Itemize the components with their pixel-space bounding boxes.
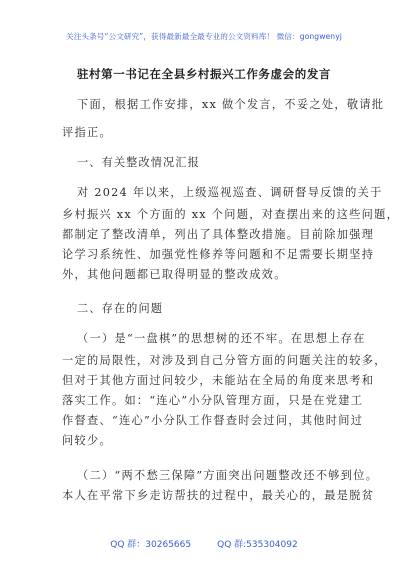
footer-contacts bbox=[0, 537, 408, 550]
paragraph-line: 下面，根据工作安排，xx 做个发言，不妥之处，敬请批 bbox=[77, 98, 385, 111]
paragraph-line: 乡村振兴 xx 个方面的 xx 个问题，对查摆出来的这些问题， bbox=[62, 208, 400, 221]
footer-qq-group-2: QQ 群:535304092 bbox=[217, 540, 298, 550]
paragraph-line: 作督查、“连心”小分队工作督查时会过问，其他时间过 bbox=[62, 414, 364, 427]
paragraph-line: （二）“两不愁三保障”方面突出问题整改还不够到位。 bbox=[77, 469, 379, 482]
header-notice: 关注头条号“公文研究”，获得最新最全最专业的公文资料库！ 微信：gongwenyj bbox=[66, 32, 342, 41]
paragraph-line: 论学习系统性、加强党性修养等问题和不足需要长期坚持 bbox=[62, 248, 375, 261]
paragraph-line: 问较少。 bbox=[62, 434, 112, 447]
section-heading: 二、存在的问题 bbox=[77, 302, 164, 315]
paragraph-line: 本人在平常下乡走访帮扶的过程中，最关心的，最是脱贫 bbox=[62, 489, 375, 502]
paragraph-line: 都制定了整改清单，列出了具体整改措施。目前除加强理 bbox=[62, 228, 375, 241]
paragraph-line: （一）是“一盘棋”的思想树的还不牢。在思想上存在 bbox=[77, 332, 366, 345]
paragraph-line: 但对于其他方面过问较少，未能站在全局的角度来思考和 bbox=[62, 374, 375, 387]
paragraph-line: 一定的局限性，对涉及到自己分管方面的问题关注的较多， bbox=[62, 354, 387, 367]
paragraph-line: 对 2024 年以来，上级巡视巡查、调研督导反馈的关于 bbox=[77, 186, 383, 199]
document-title: 驻村第一书记在全县乡村振兴工作务虚会的发言 bbox=[76, 67, 332, 81]
paragraph-line: 外，其他问题都已取得明显的整改成效。 bbox=[62, 268, 287, 281]
paragraph-line: 落实工作。如：“连心”小分队管理方面，只是在党建工 bbox=[62, 394, 364, 407]
section-heading: 一、有关整改情况汇报 bbox=[77, 156, 200, 169]
paragraph-line: 评指正。 bbox=[62, 126, 112, 139]
footer-qq-group-1: QQ 群：30265665 bbox=[110, 540, 192, 550]
